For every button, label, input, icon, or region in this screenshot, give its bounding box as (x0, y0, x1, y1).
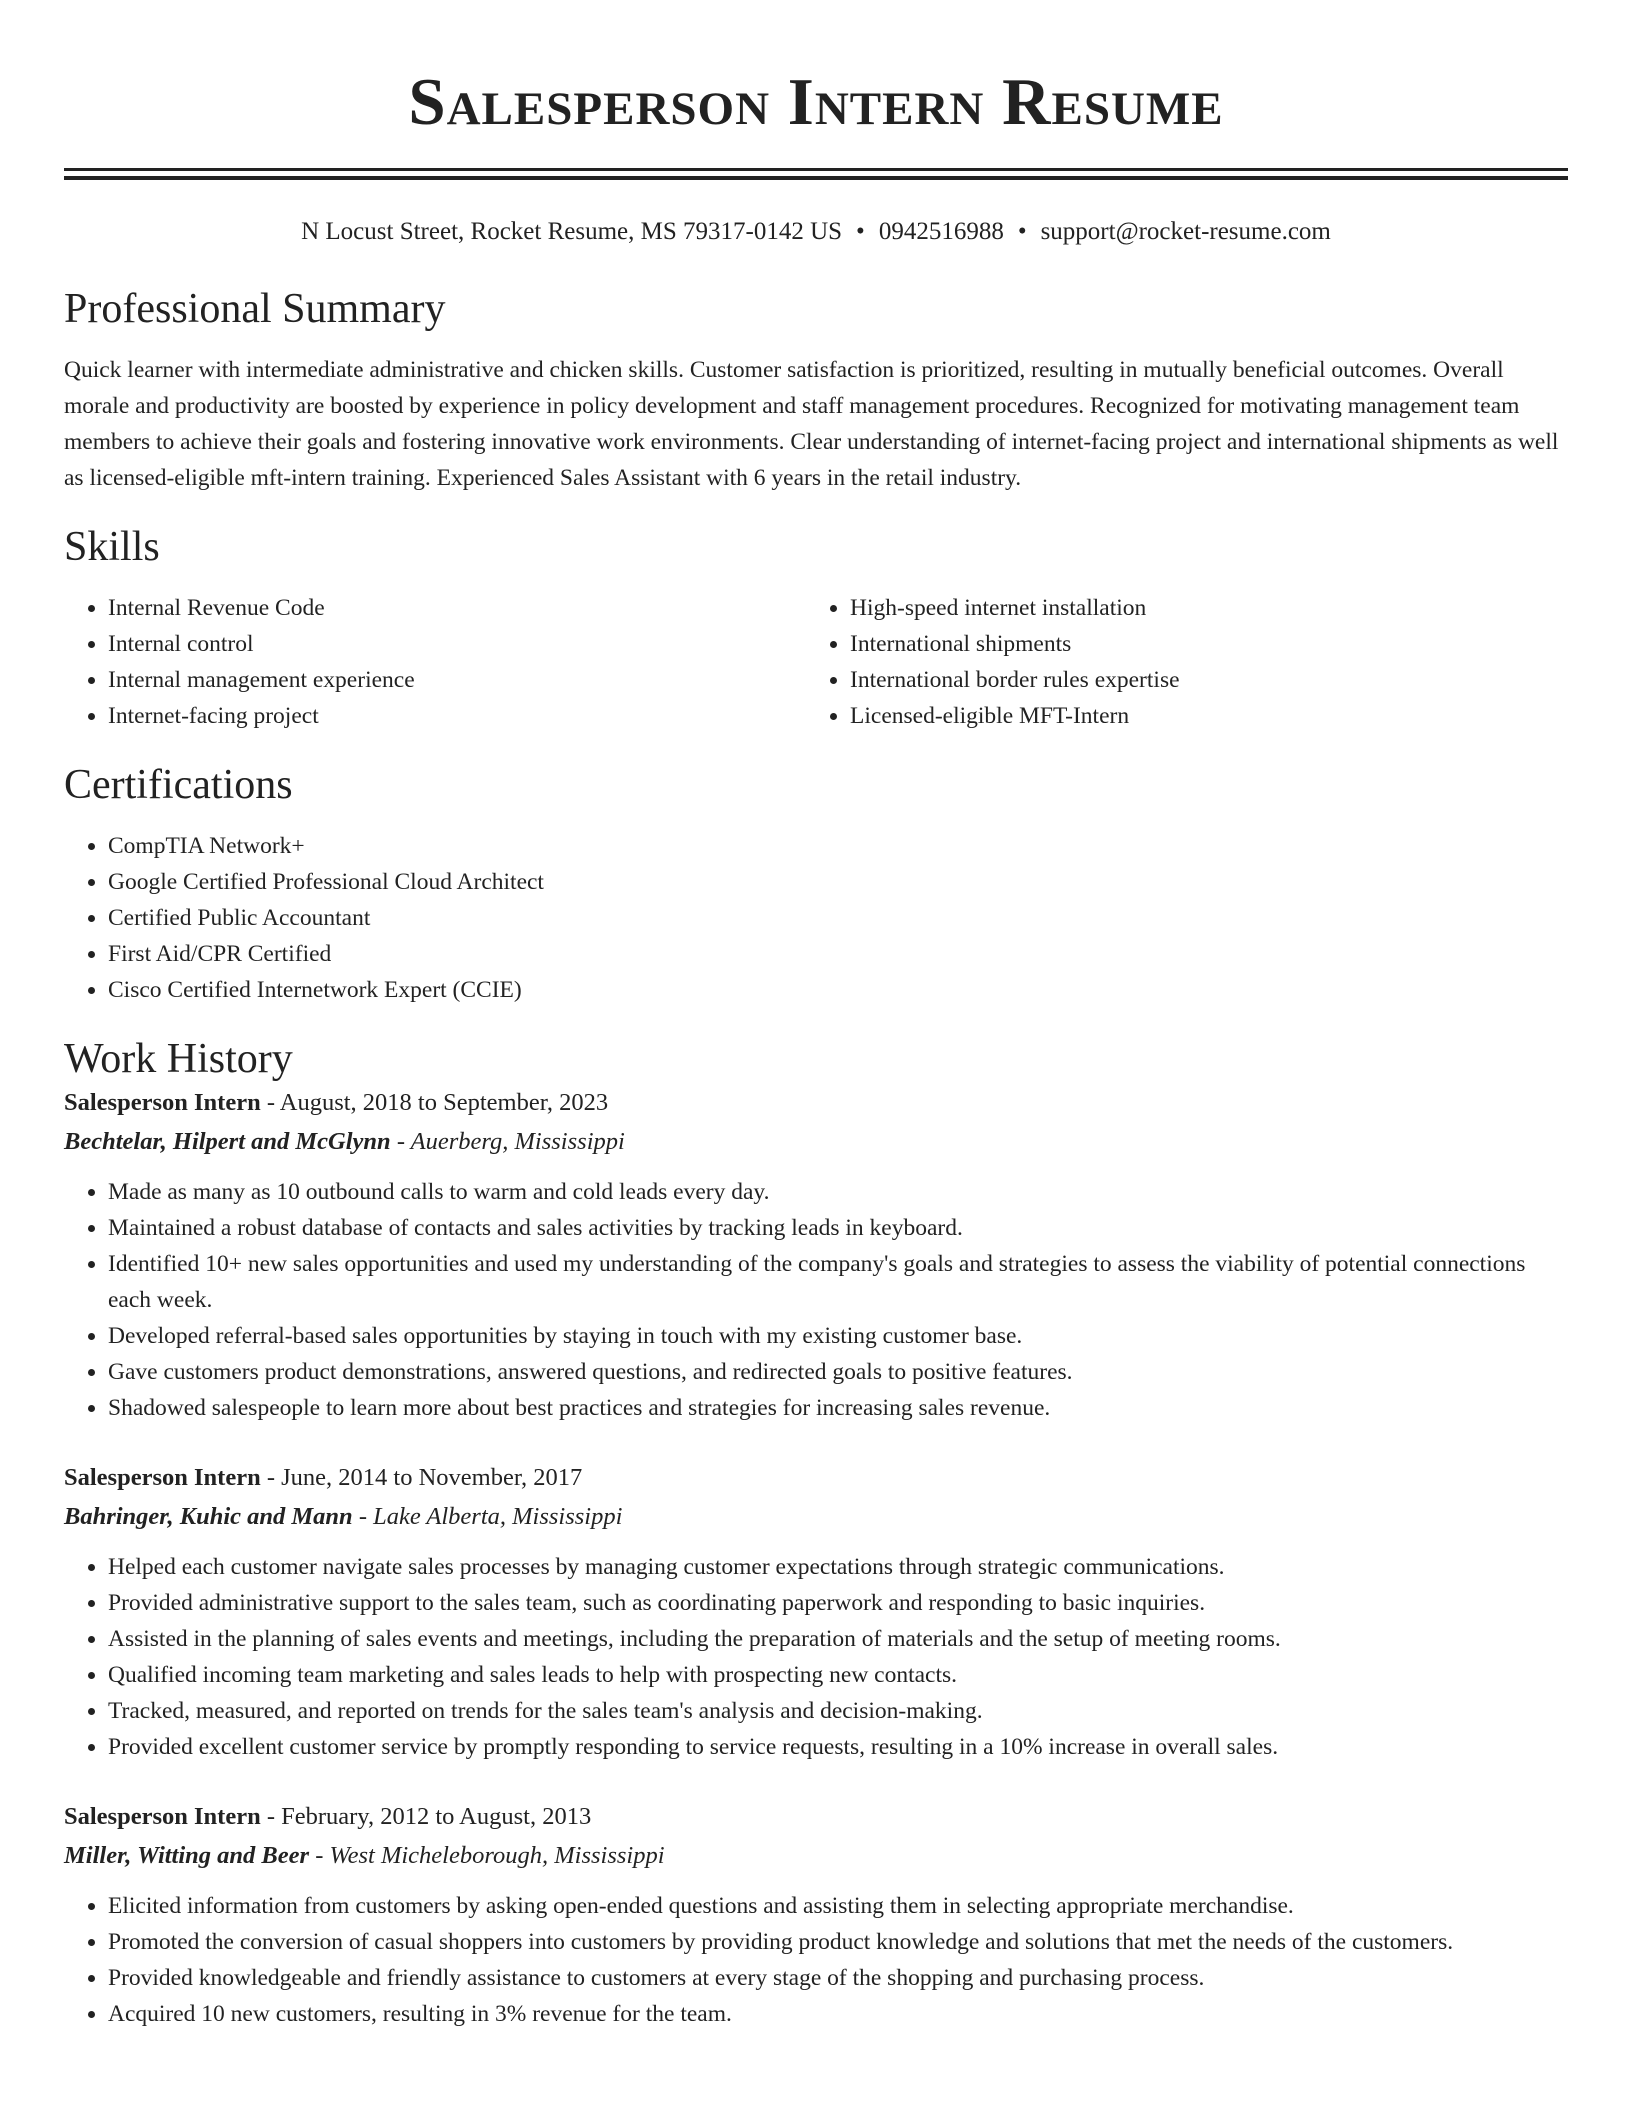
certification-item: • Cisco Certified Internetwork Expert (CCIE) (108, 972, 1568, 1008)
skills-heading: Skills (64, 524, 160, 570)
job-bullet: • Provided knowledgeable and friendly assistance to customers at every stage of the shopping and purchasing process. (108, 1960, 1568, 1996)
skill-item: • Licensed-eligible MFT-Intern (850, 698, 1548, 734)
summary-heading: Professional Summary (64, 286, 446, 332)
certification-item: • Certified Public Accountant (108, 900, 1568, 936)
contact-line (64, 214, 1568, 250)
job-location: - Auerberg, Mississippi (390, 1128, 625, 1155)
skill-item: • High-speed internet installation (850, 590, 1548, 626)
summary-text: Quick learner with intermediate administrative and chicken skills. Customer satisfaction is prioritized, resulting in mutually beneficial outcomes. Overall morale and productivity are boosted by experience in policy development and staff management procedures. Recognized for motivating management team members to achieve their goals and fostering innovative work environments. Clear understanding of internet-facing project and international shipments as well as licensed-eligible mft-intern training. Experienced Sales Assistant with 6 years in the retail industry. (64, 357, 1559, 491)
job-bullet: • Shadowed salespeople to learn more about best practices and strategies for increasing sales revenue. (108, 1390, 1568, 1426)
job-bullet: • Qualified incoming team marketing and sales leads to help with prospecting new contacts. (108, 1657, 1568, 1693)
job-company-line (64, 1497, 1568, 1537)
skills-left-column (64, 590, 806, 734)
certifications-heading: Certifications (64, 762, 293, 808)
work-history-heading: Work History (64, 1036, 293, 1082)
contact-separator: • (1017, 218, 1027, 245)
skill-item: • International border rules expertise (850, 662, 1548, 698)
job-company: Bahringer, Kuhic and Mann (64, 1503, 353, 1530)
job-title-line (64, 1084, 1568, 1122)
job-bullet: • Provided administrative support to the sales team, such as coordinating paperwork and responding to basic inquiries. (108, 1585, 1568, 1621)
contact-address: N Locust Street, Rocket Resume, MS 79317-0142 US (301, 218, 843, 245)
title-divider (64, 168, 1568, 180)
job-bullet: • Assisted in the planning of sales events and meetings, including the preparation of materials and the setup of meeting rooms. (108, 1621, 1568, 1657)
job-bullet: • Gave customers product demonstrations, answered questions, and redirected goals to positive features. (108, 1354, 1568, 1390)
job-dates: - August, 2018 to September, 2023 (260, 1089, 609, 1116)
certification-item: • Google Certified Professional Cloud Architect (108, 864, 1568, 900)
job-bullet: • Provided excellent customer service by promptly responding to service requests, resulting in a 10% increase in overall sales. (108, 1729, 1568, 1765)
job-dates: - June, 2014 to November, 2017 (260, 1464, 583, 1491)
skill-item: • International shipments (850, 626, 1548, 662)
skill-item: • Internet-facing project (108, 698, 806, 734)
job-company: Bechtelar, Hilpert and McGlynn (64, 1128, 391, 1155)
job-entry (64, 1798, 1568, 2032)
skill-item: • Internal Revenue Code (108, 590, 806, 626)
job-company-line (64, 1122, 1568, 1162)
job-bullet: • Helped each customer navigate sales processes by managing customer expectations through strategic communications. (108, 1549, 1568, 1585)
skills-columns (64, 590, 1568, 734)
job-role: Salesperson Intern (64, 1464, 261, 1491)
certifications-list (64, 828, 1568, 1008)
job-role: Salesperson Intern (64, 1803, 261, 1830)
resume-page (64, 0, 1568, 2032)
job-title-line (64, 1798, 1568, 1836)
resume-title: Salesperson Intern Resume (408, 65, 1224, 139)
job-company-line (64, 1836, 1568, 1876)
job-entry (64, 1084, 1568, 1426)
job-bullet: • Tracked, measured, and reported on trends for the sales team's analysis and decision-making. (108, 1693, 1568, 1729)
job-bullet: • Promoted the conversion of casual shoppers into customers by providing product knowledge and solutions that met the needs of the customers. (108, 1924, 1568, 1960)
job-bullet: • Developed referral-based sales opportunities by staying in touch with my existing customer base. (108, 1318, 1568, 1354)
job-bullet: • Elicited information from customers by asking open-ended questions and assisting them in selecting appropriate merchandise. (108, 1888, 1568, 1924)
job-bullet: • Maintained a robust database of contacts and sales activities by tracking leads in keyboard. (108, 1210, 1568, 1246)
job-bullet: • Acquired 10 new customers, resulting in 3% revenue for the team. (108, 1996, 1568, 2032)
contact-phone: 0942516988 (878, 218, 1004, 245)
job-role: Salesperson Intern (64, 1089, 261, 1116)
job-bullets (64, 1549, 1568, 1765)
job-dates: - February, 2012 to August, 2013 (260, 1803, 592, 1830)
job-bullets (64, 1174, 1568, 1426)
skills-right-column (806, 590, 1548, 734)
job-location: - Lake Alberta, Mississippi (352, 1503, 623, 1530)
job-entry (64, 1459, 1568, 1765)
skill-item: • Internal management experience (108, 662, 806, 698)
job-title-line (64, 1459, 1568, 1497)
job-bullet: • Made as many as 10 outbound calls to warm and cold leads every day. (108, 1174, 1568, 1210)
contact-email: support@rocket-resume.com (1040, 218, 1331, 245)
skill-item: • Internal control (108, 626, 806, 662)
job-location: - West Micheleborough, Mississippi (309, 1842, 665, 1869)
job-bullets (64, 1888, 1568, 2032)
skills-right-list (806, 590, 1548, 734)
skills-left-list (64, 590, 806, 734)
certification-item: • CompTIA Network+ (108, 828, 1568, 864)
job-company: Miller, Witting and Beer (64, 1842, 310, 1869)
job-bullet: • Identified 10+ new sales opportunities and used my understanding of the company's goals and strategies to assess the viability of potential connections each week. (108, 1246, 1568, 1318)
certification-item: • First Aid/CPR Certified (108, 936, 1568, 972)
contact-separator: • (856, 218, 865, 245)
